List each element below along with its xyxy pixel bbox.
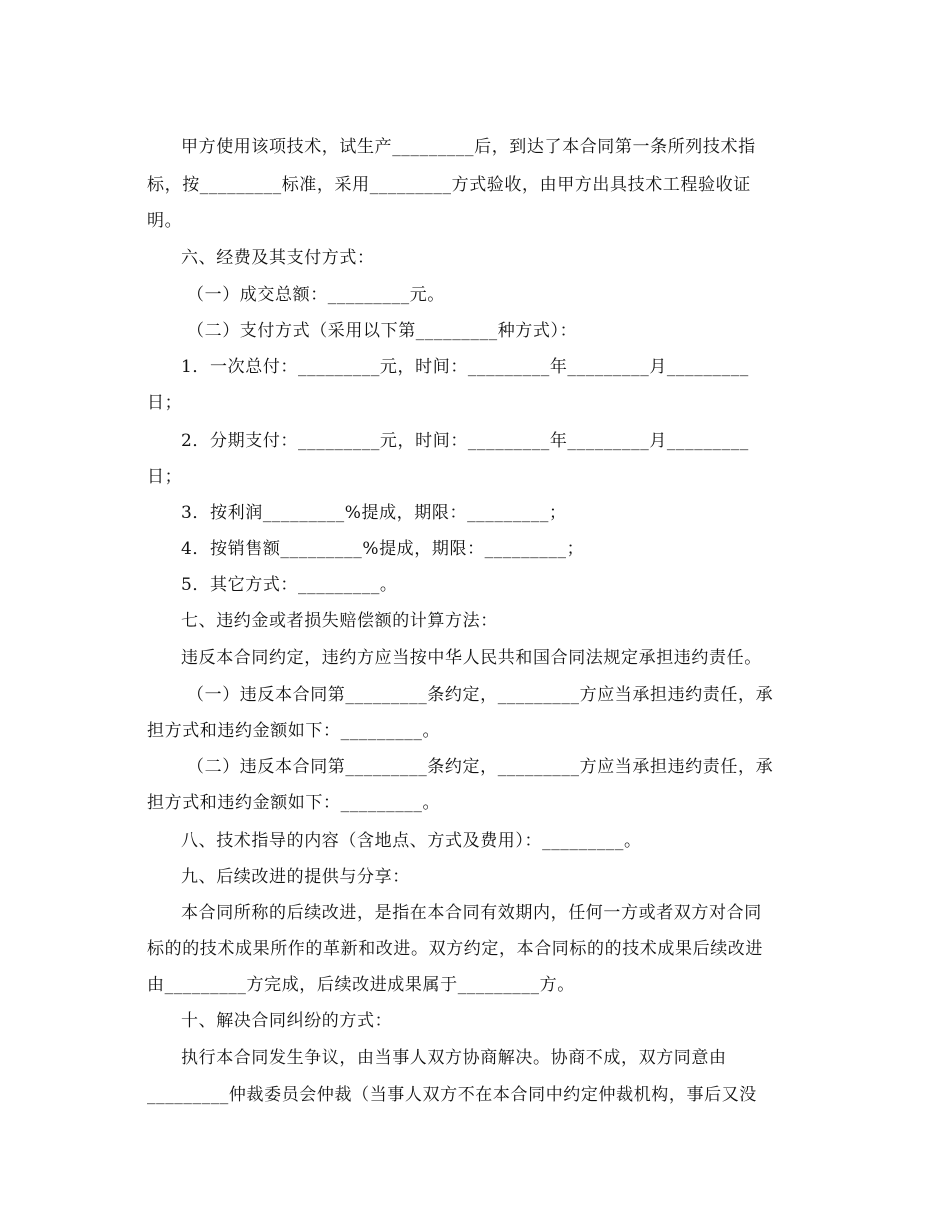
text-line: （二）支付方式（采用以下第_________种方式）： xyxy=(187,321,578,341)
section-heading: 八、技术指导的内容（含地点、方式及费用）：_________。 xyxy=(181,831,642,851)
text-line: 本合同所称的后续改进，是指在本合同有效期内，任何一方或者双方对合同 xyxy=(181,903,762,923)
text-line: 3．按利润_________%提成，期限：_________； xyxy=(181,503,567,523)
text-line: 担方式和违约金额如下：_________。 xyxy=(147,721,441,741)
section-heading: 九、后续改进的提供与分享： xyxy=(181,867,410,887)
section-heading: 七、违约金或者损失赔偿额的计算方法： xyxy=(181,611,498,631)
text-line: 1．一次总付：_________元，时间：_________年_________月_________ xyxy=(181,357,749,377)
text-line: 执行本合同发生争议，由当事人双方协商解决。协商不成，双方同意由 xyxy=(181,1048,727,1068)
text-line: 甲方使用该项技术，试生产_________后，到达了本合同第一条所列技术指 xyxy=(181,137,756,157)
text-line: 日； xyxy=(147,393,183,413)
text-line: 5．其它方式：_________。 xyxy=(181,575,398,595)
text-line: 4．按销售额_________%提成，期限：_________； xyxy=(181,539,585,559)
text-line: 标，按_________标准，采用_________方式验收，由甲方出具技术工程验收证 xyxy=(147,175,751,195)
section-heading: 六、经费及其支付方式： xyxy=(181,248,375,268)
text-line: （二）违反本合同第_________条约定，_________方应当承担违约责任，承 xyxy=(187,757,774,777)
text-line: _________仲裁委员会仲裁（当事人双方不在本合同中约定仲裁机构，事后又没 xyxy=(147,1085,757,1105)
text-line: 标的的技术成果所作的革新和改进。双方约定，本合同标的的技术成果后续改进 xyxy=(147,939,763,959)
text-line: 担方式和违约金额如下：_________。 xyxy=(147,793,441,813)
text-line: （一）成交总额：_________元。 xyxy=(187,285,445,305)
text-line: 由_________方完成，后续改进成果属于_________方。 xyxy=(147,975,575,995)
text-line: 日； xyxy=(147,467,183,487)
text-line: 明。 xyxy=(147,211,183,231)
section-heading: 十、解决合同纠纷的方式： xyxy=(181,1011,393,1031)
text-line: 2．分期支付：_________元，时间：_________年_________月_________ xyxy=(181,431,749,451)
text-line: （一）违反本合同第_________条约定，_________方应当承担违约责任，承 xyxy=(187,685,774,705)
text-line: 违反本合同约定，违约方应当按中华人民共和国合同法规定承担违约责任。 xyxy=(181,648,762,668)
